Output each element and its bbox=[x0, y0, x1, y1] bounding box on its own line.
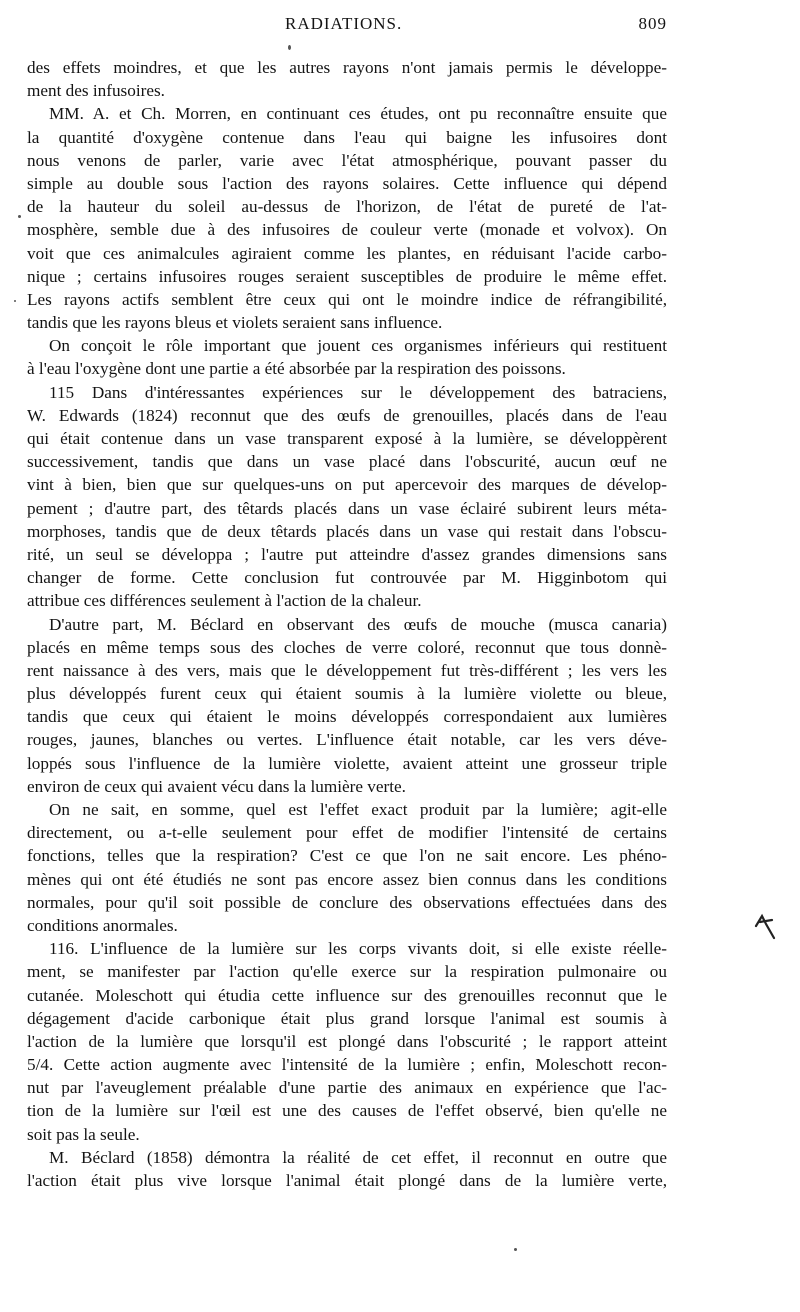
body-text bbox=[27, 56, 667, 1192]
text-line: tion de la lumière sur l'œil est une des causes de l'effet observé, bien qu'elle ne bbox=[27, 1101, 667, 1121]
text-line: ment, se manifester par l'action qu'elle exerce sur la respiration pulmonaire ou bbox=[27, 962, 667, 982]
text-line: simple au double sous l'action des rayons solaires. Cette influence qui dépend bbox=[27, 173, 667, 193]
text-line: ment des infusoires. bbox=[27, 81, 165, 101]
text-line: mosphère, semble due à des infusoires de couleur verte (monade et volvox). On bbox=[27, 220, 667, 240]
text-line: placés en même temps sous des cloches de verre coloré, reconnut que tous donnè- bbox=[27, 637, 667, 657]
running-head bbox=[27, 14, 667, 40]
text-line: 115 Dans d'intéressantes expériences sur le développement des batraciens, bbox=[49, 382, 667, 402]
text-line: nique ; certains infusoires rouges seraient susceptibles de produire le même effet. bbox=[27, 266, 667, 286]
text-line: pement ; d'autre part, des têtards placés dans un vase éclairé subirent leurs méta- bbox=[27, 498, 667, 518]
text-line: loppés sous l'influence de la lumière violette, avaient atteint une grosseur triple bbox=[27, 753, 667, 773]
text-line: changer de forme. Cette conclusion fut controuvée par M. Higginbotom qui bbox=[27, 568, 667, 588]
text-line: de la hauteur du soleil au-dessus de l'horizon, de l'état de pureté de l'at- bbox=[27, 197, 667, 217]
text-line: directement, ou a-t-elle seulement pour effet de modifier l'intensité de certains bbox=[27, 823, 667, 843]
book-page bbox=[27, 0, 667, 1312]
text-line: successivement, tandis que dans un vase placé dans l'obscurité, aucun œuf ne bbox=[27, 452, 667, 472]
margin-pencil-mark bbox=[752, 908, 782, 948]
page-speck bbox=[288, 45, 291, 50]
text-line: 116. L'influence de la lumière sur les corps vivants doit, si elle existe réelle- bbox=[49, 939, 667, 959]
text-line: rité, un seul se développa ; l'autre put atteindre d'assez grandes dimensions sans bbox=[27, 544, 667, 564]
text-line: la quantité d'oxygène contenue dans l'eau qui baigne les infusoires dont bbox=[27, 127, 667, 147]
text-line: des effets moindres, et que les autres rayons n'ont jamais permis le développe- bbox=[27, 58, 667, 77]
text-line: normales, pour qu'il soit possible de conclure des observations effectuées dans des bbox=[27, 892, 667, 912]
text-line: M. Béclard (1858) démontra la réalité de cet effet, il reconnut en outre que bbox=[49, 1147, 667, 1167]
text-line: soit pas la seule. bbox=[27, 1124, 140, 1144]
running-head-title: RADIATIONS. bbox=[285, 14, 403, 33]
text-line: fonctions, telles que la respiration? C'est ce que l'on ne sait encore. Les phéno- bbox=[27, 846, 667, 866]
text-line: tandis que les rayons bleus et violets seraient sans influence. bbox=[27, 313, 443, 333]
text-line: qui était contenue dans un vase transparent exposé à la lumière, se développèrent bbox=[27, 429, 667, 448]
text-line: nut par l'aveuglement préalable d'une partie des animaux en expérience que l'ac- bbox=[27, 1078, 667, 1098]
text-line: morphoses, tandis que de deux têtards placés dans un vase qui restait dans l'obscu- bbox=[27, 521, 667, 541]
text-line: vint à bien, bien que sur quelques-uns on put apercevoir des marques de dévelop- bbox=[27, 475, 667, 495]
text-line: attribue ces différences seulement à l'action de la chaleur. bbox=[27, 591, 422, 611]
text-line: mènes qui ont été étudiés ne sont pas encore assez bien connus dans les conditions bbox=[27, 869, 667, 889]
text-line: l'action de la lumière que lorsqu'il est plongé dans l'obscurité ; le rapport atteint bbox=[27, 1031, 667, 1051]
text-line: dégagement d'acide carbonique était plus grand lorsque l'animal est soumis à bbox=[27, 1008, 667, 1028]
text-line: cutanée. Moleschott qui étudia cette influence sur des grenouilles reconnut que le bbox=[27, 985, 667, 1005]
text-line: On ne sait, en somme, quel est l'effet exact produit par la lumière; agit-elle bbox=[49, 800, 667, 819]
page-speck bbox=[18, 215, 21, 218]
text-line: On conçoit le rôle important que jouent ces organismes inférieurs qui restituent bbox=[49, 336, 667, 356]
text-line: l'action était plus vive lorsque l'animal était plongé dans de la lumière verte, bbox=[27, 1171, 667, 1190]
text-line: voit que ces animalcules agiraient comme les plantes, en réduisant l'acide carbo- bbox=[27, 243, 667, 263]
text-line: D'autre part, M. Béclard en observant des œufs de mouche (musca canaria) bbox=[49, 614, 667, 634]
page-speck bbox=[14, 300, 16, 302]
text-line: nous venons de parler, varie avec l'état atmosphérique, pouvant passer du bbox=[27, 150, 667, 170]
text-line: 5/4. Cette action augmente avec l'intensité de la lumière ; enfin, Moleschott recon- bbox=[27, 1055, 667, 1075]
page-number: 809 bbox=[638, 14, 667, 33]
text-line: environ de ceux qui avaient vécu dans la lumière verte. bbox=[27, 776, 406, 796]
text-line: Les rayons actifs semblent être ceux qui ont le moindre indice de réfrangibilité, bbox=[27, 289, 667, 309]
text-line: MM. A. et Ch. Morren, en continuant ces études, ont pu reconnaître ensuite que bbox=[49, 104, 667, 124]
text-line: rouges, jaunes, blanches ou vertes. L'influence était notable, car les vers déve- bbox=[27, 730, 667, 750]
text-line: conditions anormales. bbox=[27, 915, 178, 935]
text-line: W. Edwards (1824) reconnut que des œufs de grenouilles, placés dans de l'eau bbox=[27, 405, 667, 425]
text-line: plus développés furent ceux qui étaient soumis à la lumière violette ou bleue, bbox=[27, 684, 667, 704]
text-line: rent naissance à des vers, mais que le développement fut très-différent ; les vers les bbox=[27, 660, 667, 680]
text-line: tandis que ceux qui étaient le moins développés correspondaient aux lumières bbox=[27, 707, 667, 727]
page-speck bbox=[514, 1248, 517, 1251]
text-line: à l'eau l'oxygène dont une partie a été absorbée par la respiration des poissons. bbox=[27, 359, 566, 379]
